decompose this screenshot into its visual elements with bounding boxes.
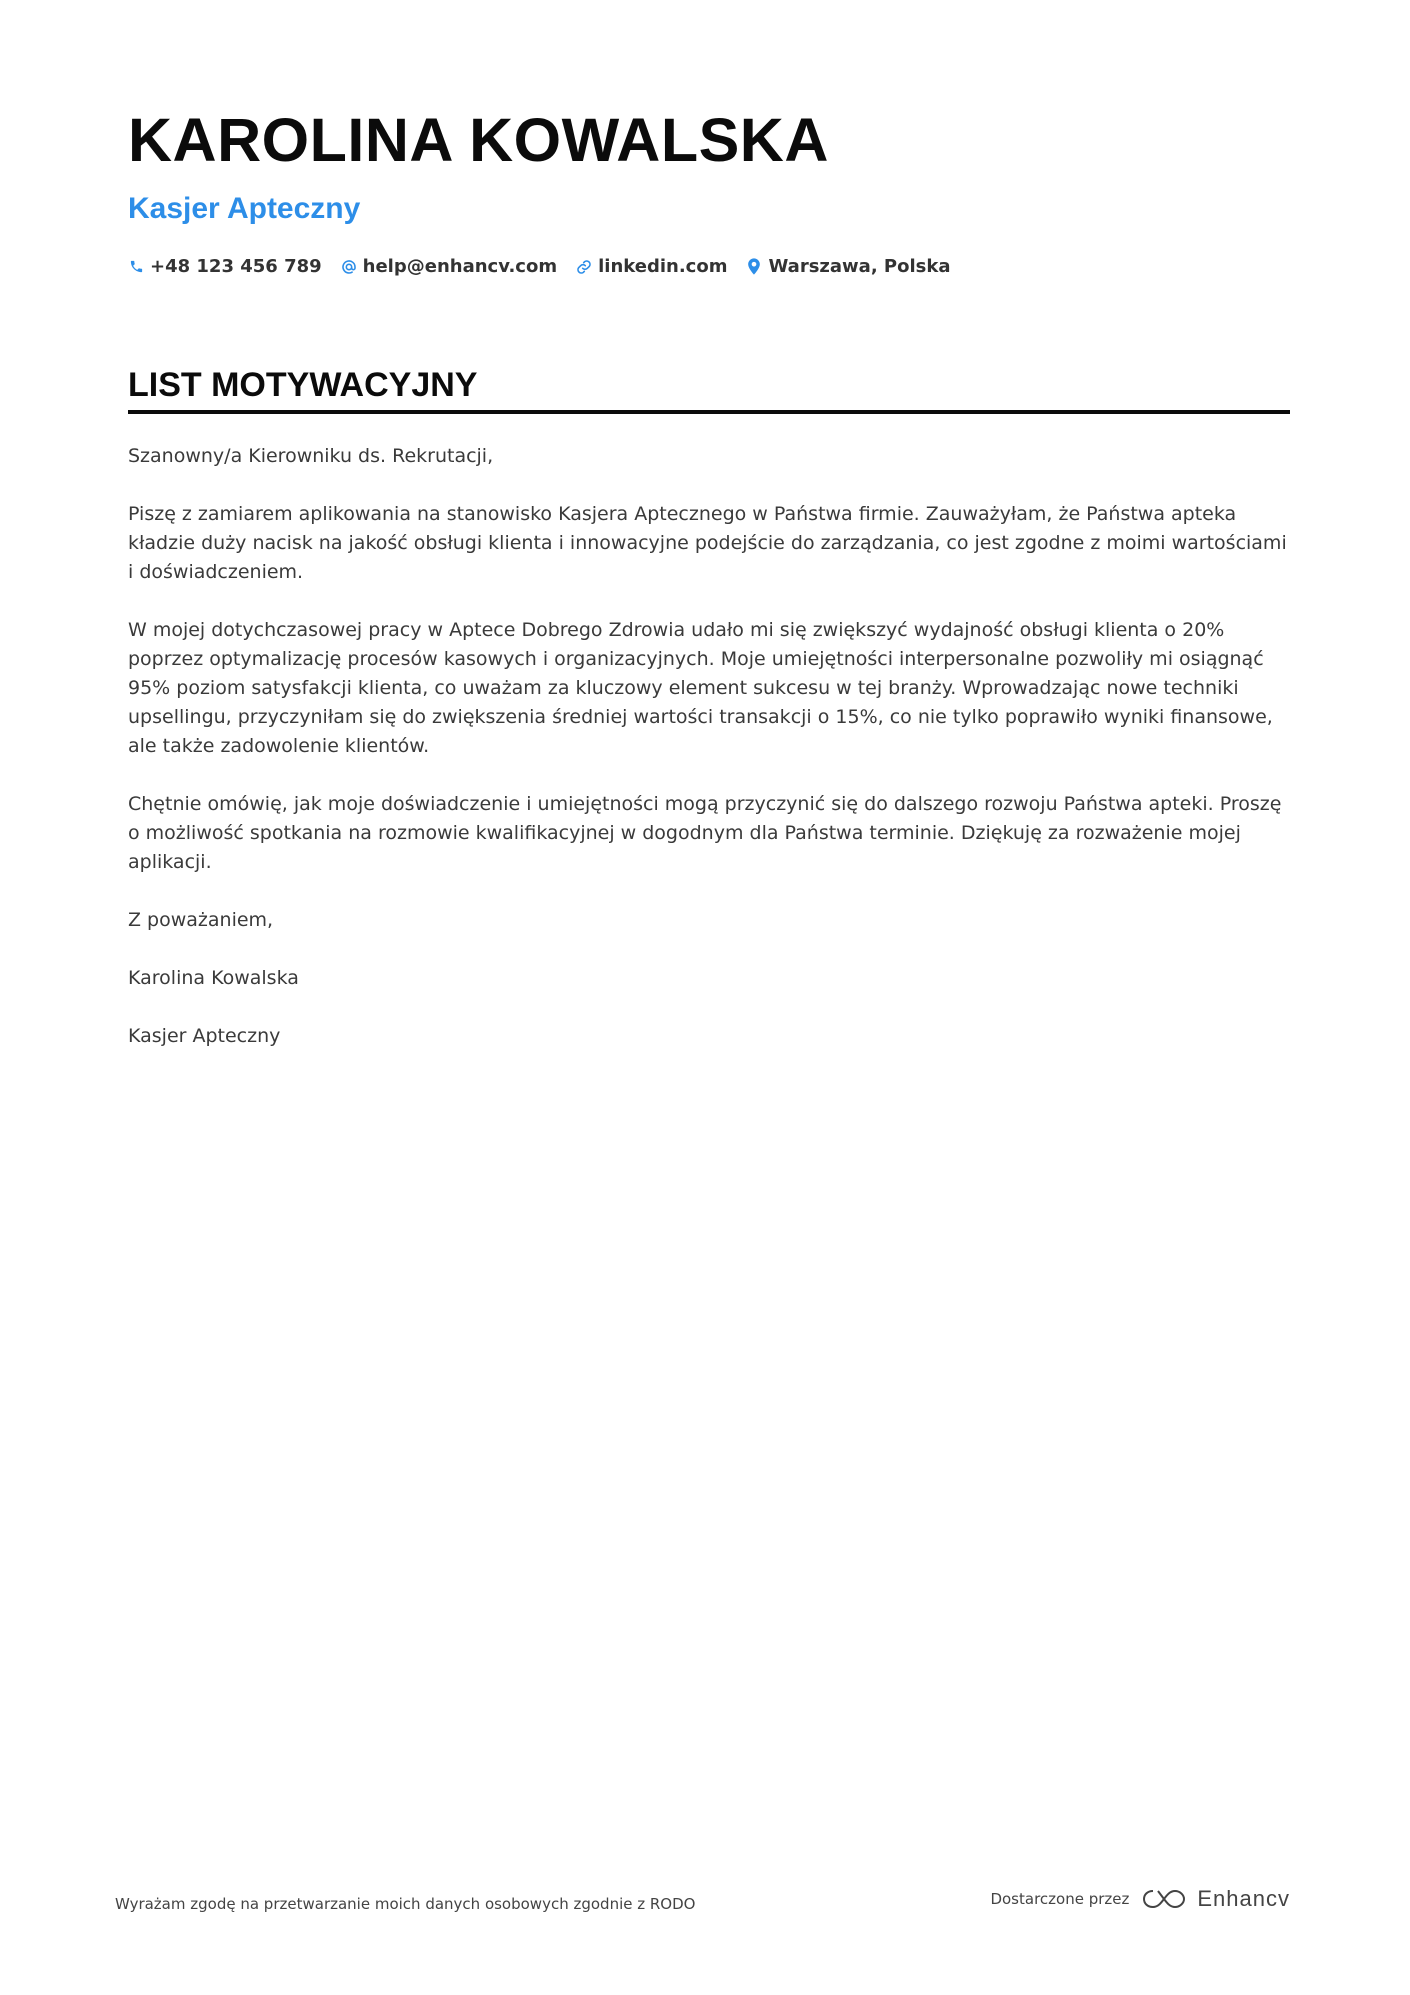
location-pin-icon — [746, 258, 762, 276]
at-icon — [341, 258, 357, 276]
contact-location — [746, 256, 950, 277]
signature-name: Karolina Kowalska — [128, 967, 299, 989]
location-text: Warszawa, Polska — [768, 256, 951, 277]
link-icon — [576, 258, 592, 276]
candidate-title: Kasjer Apteczny — [128, 192, 361, 225]
email-text: help@enhancv.com — [362, 256, 558, 277]
powered-by-label: Dostarczone przez — [990, 1890, 1130, 1908]
contact-linkedin[interactable] — [576, 256, 727, 277]
gdpr-consent: Wyrażam zgodę na przetwarzanie moich danych osobowych zgodnie z RODO — [115, 1895, 696, 1913]
signature-title: Kasjer Apteczny — [128, 1025, 281, 1047]
letter-closing: Z poważaniem, — [128, 909, 274, 931]
contact-phone[interactable] — [128, 256, 322, 277]
letter-paragraph: Piszę z zamiarem aplikowania na stanowisko Kasjera Aptecznego w Państwa firmie. Zauważyłam, że Państwa apteka kładzie duży nacisk na jakość obsługi klienta i innowacyjne podejście do zarządzania, co jest zgodne z moimi wartościami i doświadczeniem. — [128, 503, 1287, 583]
phone-text: +48 123 456 789 — [150, 256, 322, 277]
section-title: LIST MOTYWACYJNY — [128, 366, 478, 404]
section-divider — [128, 410, 1290, 414]
contact-bar — [128, 256, 969, 277]
contact-email[interactable] — [341, 256, 557, 277]
letter-greeting: Szanowny/a Kierowniku ds. Rekrutacji, — [128, 445, 494, 467]
letter-body — [128, 442, 1290, 1080]
enhancv-logo-icon — [1141, 1887, 1187, 1911]
linkedin-text: linkedin.com — [598, 256, 728, 277]
letter-paragraph: W mojej dotychczasowej pracy w Aptece Dobrego Zdrowia udało mi się zwiększyć wydajność obsługi klienta o 20% poprzez optymalizację procesów kasowych i organizacyjnych. Moje umiejętności interpersonalne pozwoliły mi osiągnąć 95% poziom satysfakcji klienta, co uważam za kluczowy element sukcesu w tej branży. Wprowadzając nowe techniki upsellingu, przyczyniłam się do zwiększenia średniej wartości transakcji o 15%, co nie tylko poprawiło wyniki finansowe, ale także zadowolenie klientów. — [128, 619, 1273, 757]
powered-by[interactable] — [990, 1886, 1290, 1912]
enhancv-brand: Enhancv — [1197, 1886, 1290, 1911]
letter-paragraph: Chętnie omówię, jak moje doświadczenie i umiejętności mogą przyczynić się do dalszego rozwoju Państwa apteki. Proszę o możliwość spotkania na rozmowie kwalifikacyjnej w dogodnym dla Państwa terminie. Dziękuję za rozważenie mojej aplikacji. — [128, 793, 1282, 873]
phone-icon — [128, 258, 144, 276]
candidate-name: KAROLINA KOWALSKA — [128, 106, 829, 174]
